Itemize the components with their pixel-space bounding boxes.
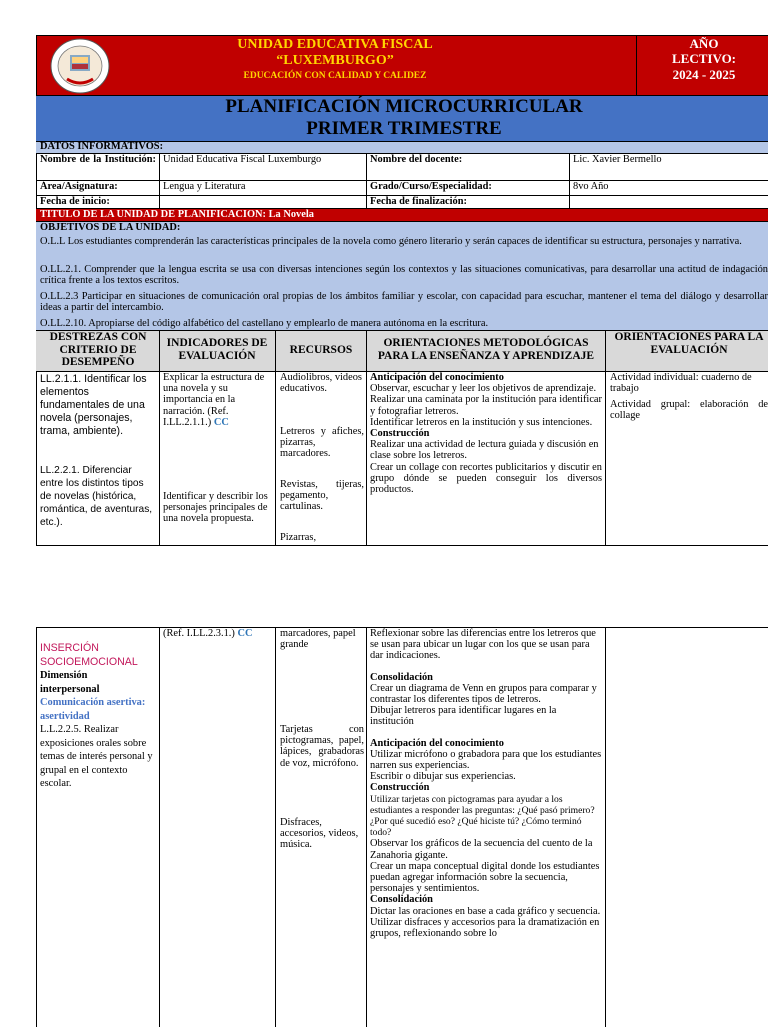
indicador-2: Identificar y describir los personajes principales de una novela propuesta. [163,491,268,525]
unidad-title: TITULO DE LA UNIDAD DE PLANIFICACION: La Novela [40,209,314,220]
grado-value: 8vo Año [573,181,609,192]
orient-text: Utilizar disfraces y accesorios para la dramatización en grupos, reflexionando sobre lo [370,916,600,940]
recurso-3: Revistas, tijeras, pegamento, cartulinas. [280,479,364,513]
orient-text: Dibujar letreros para identificar lugares en la institución [370,705,557,728]
cc-tag: CC [237,628,253,639]
year-line3: 2024 - 2025 [672,67,736,82]
orient-text: Dictar las oraciones en base a cada gráfico y secuencia. [370,905,601,917]
year-line2: LECTIVO: [671,51,737,66]
area-label: Área/Asignatura: [40,181,118,192]
orient-heading-construccion: Construcción [370,782,430,794]
orient-heading-anticipacion: Anticipación del conocimiento [370,372,504,383]
comunicacion-label: Comunicación asertiva: asertividad [40,697,146,722]
inicio-label: Fecha de inicio: [40,196,110,207]
col-indicadores: INDICADORES DE EVALUACIÓN [166,337,268,362]
orient-text: Realizar una caminata por la institución para identificar y fotografiar letreros. [370,394,602,417]
school-name-line1: UNIDAD EDUCATIVA FISCAL [237,37,433,52]
orient-text: Realizar una actividad de lectura guiada y discusión en clase sobre los letreros. [370,439,599,462]
cc-tag: CC [213,416,229,428]
school-name-line2: “LUXEMBURGO” [276,53,394,68]
orient-text: Observar los gráficos de la secuencia del cuento de la Zanahoria gigante. [370,838,593,861]
objetivo-2: O.LL.2.1. Comprender que la lengua escrita se usa con diversas intenciones según los contextos y las situaciones comunicativas, para desarrollar una actitud de indagación crítica frente a los textos escritos. [40,264,768,287]
col-orient-evaluacion: ORIENTACIONES PARA LA EVALUACIÓN [614,331,764,356]
col-destrezas: DESTREZAS CON CRITERIO DE DESEMPEÑO [49,331,147,368]
orient-text: Crear un collage con recortes publicitarios y discutir en grupo dónde se pueden conseguir los diversos productos. [370,461,602,496]
indicador-1: Explicar la estructura de una novela y su importancia en la narración. (Ref. I.LL.2.1.1.) CC [163,372,265,428]
orient-text: Identificar letreros en la institución y sus intenciones. [370,416,593,428]
school-logo [49,37,111,95]
page-title: PLANIFICACIÓN MICROCURRICULAR [225,96,583,117]
objetivo-1: O.L.L Los estudiantes comprenderán las características principales de la novela como género literario y serán capaces de identificar su estructura, personajes y narrativa. [40,236,742,247]
orient-text: Reflexionar sobre las diferencias entre los letreros que se usan para ubicar un lugar con los que se usan para dar indicaciones. [370,628,596,662]
school-motto: EDUCACIÓN CON CALIDAD Y CALIDEZ [243,71,427,81]
destreza-2: LL.2.2.1. Diferenciar entre los distintos tipos de novelas (histórica, romántica, de aventuras, etc.). [40,465,153,528]
objetivo-3: O.LL.2.3 Participar en situaciones de comunicación oral propias de los ámbitos familiar y escolar, con capacidad para escuchar, mantener el tema del diálogo y desarrollar ideas a partir del intercambio. [40,291,768,314]
orient-heading-consolidacion: Consolidación [370,671,433,683]
page-subtitle: PRIMER TRIMESTRE [306,118,502,139]
insercion-label [40,642,156,669]
evaluacion-2: Actividad grupal: elaboración de collage [610,399,768,422]
destreza-p2: L.L.2.2.5. Realizar exposiciones orales sobre temas de interés personal y grupal en el contexto escolar. [40,724,153,789]
objetivo-4: O.LL.2.10. Apropiarse del código alfabético del castellano y emplearlo de manera autónoma en la escritura. [40,318,489,329]
orient-text: Utilizar micrófono o grabadora para que los estudiantes narren sus experiencias. [370,748,602,772]
orient-heading-consolidacion: Consolidación [370,894,433,906]
grado-label: Grado/Curso/Especialidad: [370,181,492,192]
dimension-label: Dimensión interpersonal [40,670,100,695]
orient-heading-anticipacion: Anticipación del conocimiento [370,737,504,749]
institucion-label: Nombre de la Institución: [40,154,156,165]
datos-heading: DATOS INFORMATIVOS: [40,141,164,152]
orient-text: Crear un diagrama de Venn en grupos para comparar y contrastar los diferentes tipos de letreros. [370,682,597,706]
orient-heading-construccion: Construcción [370,428,430,440]
destreza-1: LL.2.1.1. Identificar los elementos fundamentales de una novela (personajes, trama, ambiente). [40,373,147,437]
recurso-p2-1: marcadores, papel grande [280,628,356,651]
year-line1: AÑO [689,36,719,51]
recurso-1: Audiolibros, videos educativos. [280,372,362,395]
recurso-p2-2: Tarjetas con pictogramas, papel, lápices, grabadoras de voz, micrófono. [280,724,364,769]
col-orientaciones: ORIENTACIONES METODOLÓGICAS PARA LA ENSEÑANZA Y APRENDIZAJE [377,337,595,362]
docente-value: Lic. Xavier Bermello [573,154,662,165]
orient-text: Crear un mapa conceptual digital donde los estudiantes puedan agregar información sobre la secuencia, personajes y sentimientos. [370,860,600,895]
col-recursos: RECURSOS [289,344,353,356]
recurso-2: Letreros y afiches, pizarras, marcadores. [280,426,364,460]
insercion-line2: SOCIOEMOCIONAL [40,655,138,668]
objetivos-heading: OBJETIVOS DE LA UNIDAD: [40,222,181,233]
indicador-p2: (Ref. I.LL.2.3.1.) CC [163,628,253,639]
area-value: Lengua y Literatura [163,181,246,192]
orient-text: Observar, escuchar y leer los objetivos de aprendizaje. [370,383,597,395]
docente-label: Nombre del docente: [370,154,463,165]
recurso-p2-3: Disfraces, accesorios, videos, música. [280,817,359,851]
recurso-4: Pizarras, [280,532,317,543]
orientaciones-p1 [370,372,602,495]
fin-label: Fecha de finalización: [370,196,467,207]
insercion-line1: INSERCIÓN [40,642,99,654]
evaluacion-1: Actividad individual: cuaderno de trabajo [610,372,752,395]
institucion-value: Unidad Educativa Fiscal Luxemburgo [163,154,322,165]
orient-text: Utilizar tarjetas con pictogramas para ayudar a los estudiantes a responder las preguntas: ¿Qué pasó primero? ¿Por qué sucedió eso? ¿Qué hiciste tú? ¿Cómo terminó todo? [370,793,595,839]
orient-text: Escribir o dibujar sus experiencias. [370,771,516,783]
orientaciones-p2 [370,628,602,939]
